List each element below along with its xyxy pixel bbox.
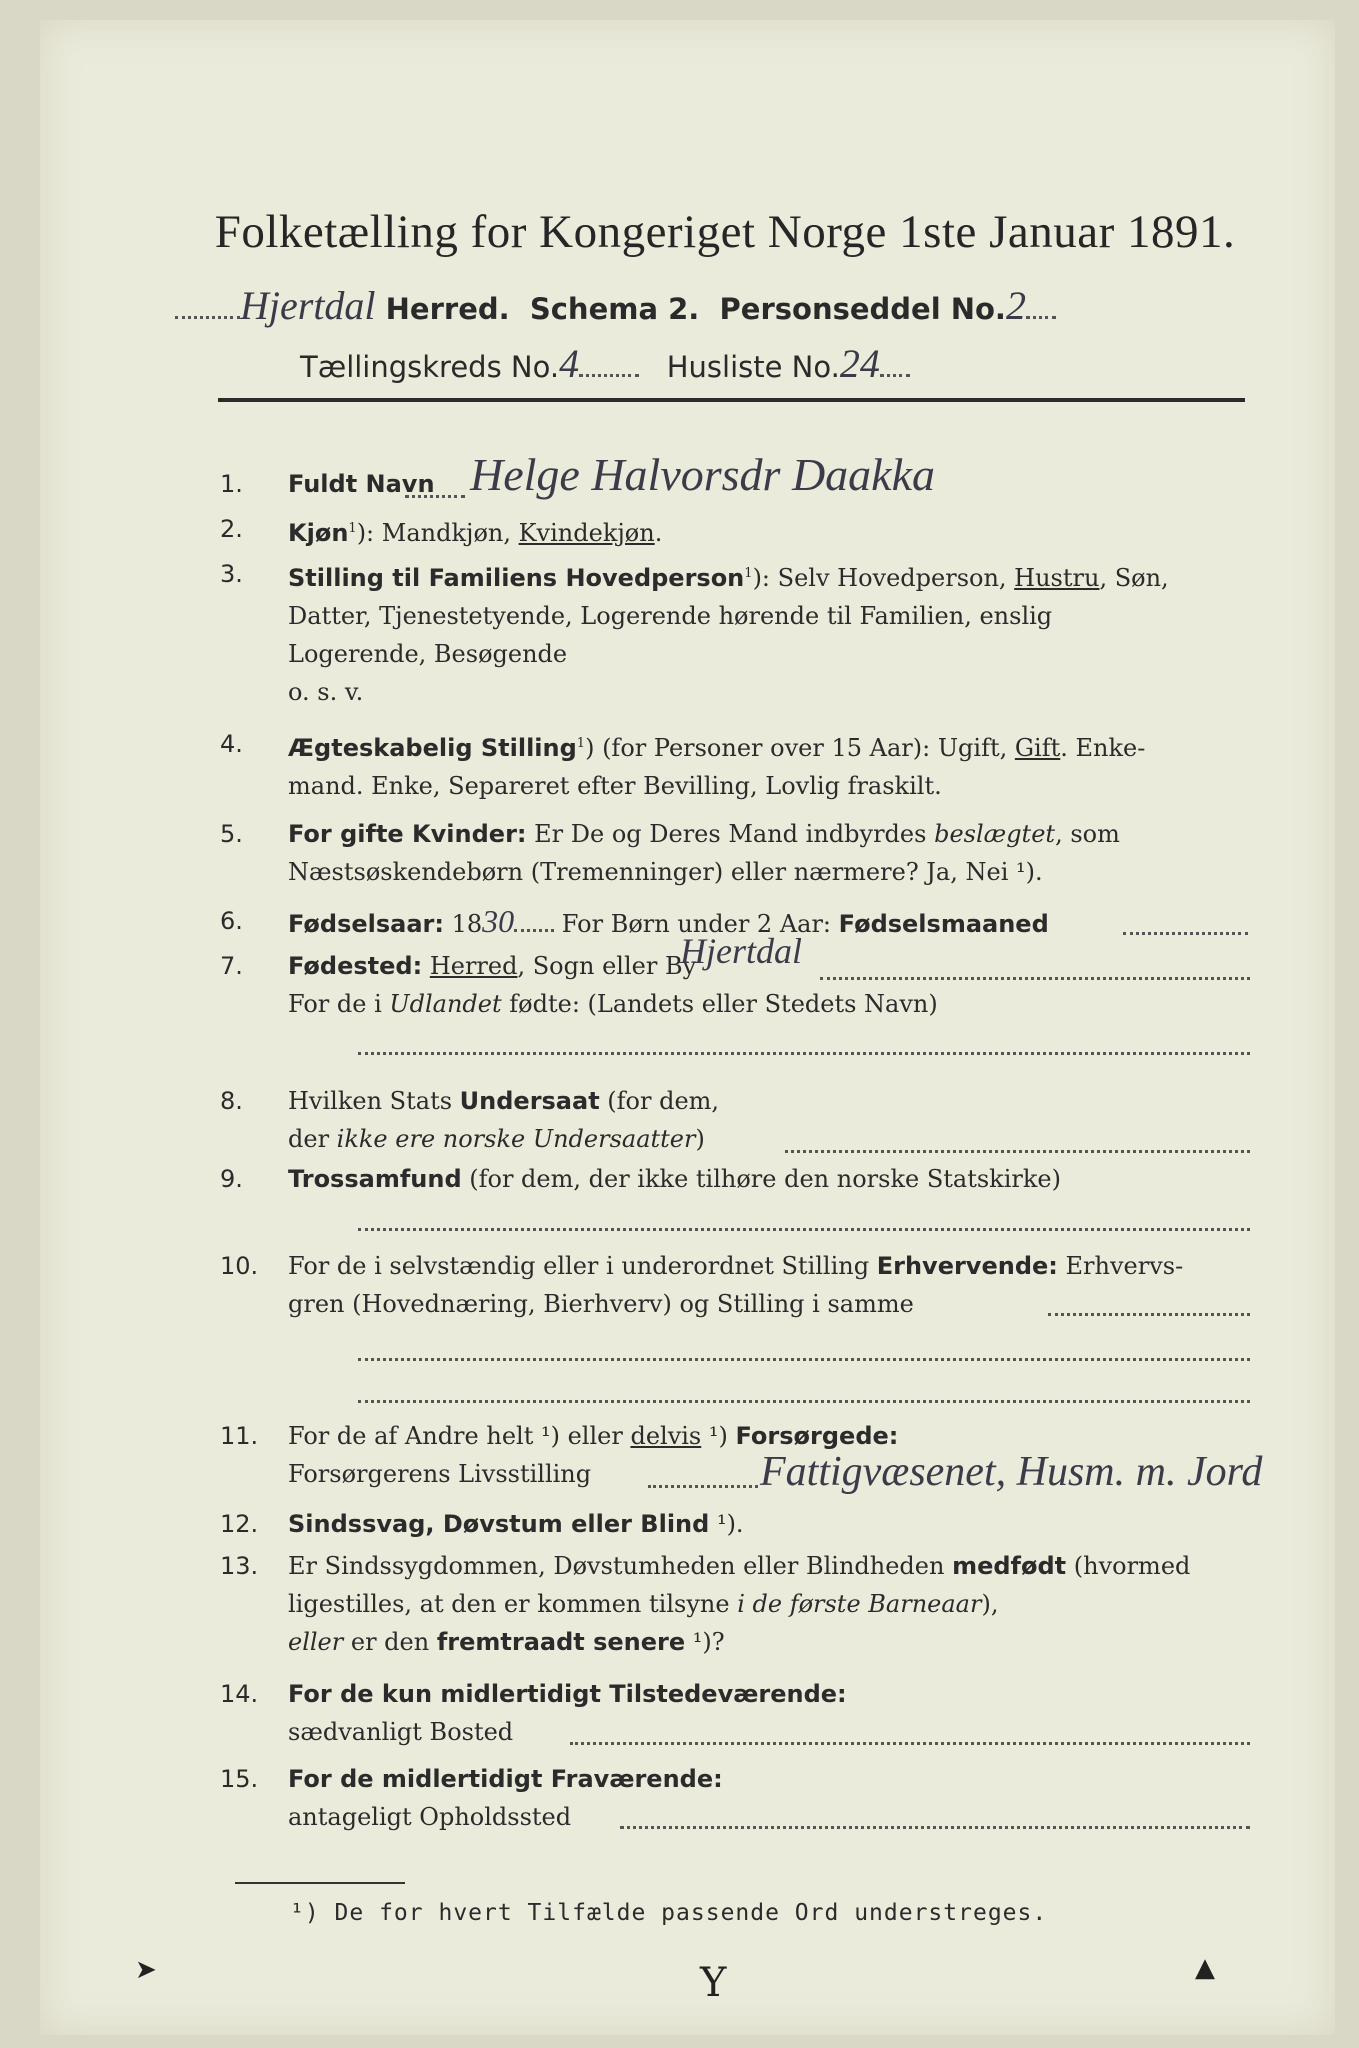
kreds-line [300,340,910,387]
married-women-label: For gifte Kvinder: [288,820,527,848]
abroad-text: For de i [288,990,390,1018]
position-line-2: Datter, Tjenestetyende, Logerende hørende til Familien, enslig [288,602,1053,630]
footnote-rule [235,1882,405,1884]
herred-label: Herred. [385,292,510,326]
occupation-label: Erhvervende: [876,1252,1058,1280]
dotted-line [358,1228,1250,1231]
dotted-line [405,495,465,498]
temp-absent-label: For de midlertidigt Fraværende: [288,1765,723,1793]
kreds-label: Tællingskreds No. [300,350,560,384]
support-selected: delvis [630,1422,702,1450]
full-name-value: Helge Halvorsdr Daakka [470,449,936,500]
sex-selected: Kvindekjøn [518,519,655,547]
sex-label: Kjøn [288,519,349,547]
item-number: 1. [220,470,243,498]
citizenship-text-end: (for dem, [599,1087,720,1115]
item-number: 10. [220,1252,259,1280]
dotted-line [1048,1313,1250,1316]
herred-value: Hjertdal [240,283,376,328]
dotted-line [620,1826,1250,1829]
herred-line [175,282,1056,329]
dotted-line [358,1052,1250,1055]
position-label: Stilling til Familiens Hovedperson [288,564,745,592]
occupation-line-2: gren (Hovednæring, Bierhverv) og Stilling i samme [288,1290,914,1318]
congenital-line-3-bold: fremtraadt senere [436,1628,686,1656]
item-number: 2. [220,515,243,543]
disability-text: ¹). [709,1510,744,1538]
citizenship-label: Undersaat [459,1087,600,1115]
item-number: 3. [220,560,243,588]
footnote: ¹) De for hvert Tilfælde passende Ord understreges. [290,1900,1048,1926]
item-number: 4. [220,730,243,758]
position-line-4: o. s. v. [288,678,364,706]
birthplace-selected: Herred [429,952,518,980]
married-women-line-2: Næstsøskendebørn (Tremenninger) eller nærmere? Ja, Nei ¹). [288,858,1043,886]
marital-options: ) (for Personer over 15 Aar): Ugift, [585,734,1015,762]
sex-options: ): Mandkjøn, [356,519,519,547]
position-options-end: , Søn, [1099,564,1169,592]
registration-mark-left: ➤ [135,1955,157,1985]
dotted-line [570,1742,1250,1745]
dotted-line [648,1485,758,1488]
abroad-text-end: fødte: (Landets eller Stedets Navn) [501,990,938,1018]
married-women-text: Er De og Deres Mand indbyrdes [526,820,935,848]
birth-month-label: Fødselsmaaned [838,910,1049,938]
congenital-line-3-italic: eller [288,1628,344,1656]
item-number: 9. [220,1165,243,1193]
support-label: Forsørgede: [735,1422,899,1450]
provider-value: Fattigvæsenet, Husm. m. Jord [760,1449,1263,1495]
item-number: 13. [220,1552,259,1580]
congenital-text: Er Sindssygdommen, Døvstumheden eller Blindheden [288,1552,953,1580]
footnote-mark: 1 [348,521,357,536]
dotted-line [785,1150,1250,1153]
personseddel-label: Personseddel No. [719,292,1006,326]
birthplace-options: , Sogn eller By [517,952,697,980]
marital-line-2: mand. Enke, Separeret efter Bevilling, Lovlig fraskilt. [288,772,942,800]
registration-mark-right: ▲ [1195,1953,1215,1983]
position-line-3: Logerende, Besøgende [288,640,568,668]
congenital-text-end: (hvormed [1066,1552,1191,1580]
item-number: 8. [220,1087,243,1115]
marital-options-end: . Enke- [1060,734,1146,762]
personseddel-value: 2 [1005,283,1026,328]
dotted-line [1123,932,1248,935]
schema-label: Schema 2. [529,292,700,326]
dotted-line [358,1400,1250,1403]
religion-text: (for dem, der ikke tilhøre den norske Statskirke) [461,1165,1061,1193]
header-rule [218,398,1245,402]
citizenship-italic: ikke ere norske Undersaatter [336,1125,696,1153]
item-number: 14. [220,1680,259,1708]
birthplace-label: Fødested: [288,952,423,980]
citizenship-text: Hvilken Stats [288,1087,460,1115]
item-number: 12. [220,1510,259,1538]
full-name-label: Fuldt Navn [288,470,435,498]
birth-year-label: Fødselsaar: [288,910,444,938]
dotted-line [358,1358,1250,1361]
temp-present-label: For de kun midlertidigt Tilstedeværende: [288,1680,847,1708]
provider-label: Forsørgerens Livsstilling [288,1460,592,1488]
support-text-mid: ¹) [701,1422,736,1450]
religion-label: Trossamfund [288,1165,462,1193]
birth-month-text: For Børn under 2 Aar: [554,910,839,938]
position-options: ): Selv Hovedperson, [752,564,1015,592]
abroad-italic: Udlandet [389,990,502,1018]
support-text: For de af Andre helt ¹) eller [288,1422,631,1450]
citizenship-line-2-end: ) [695,1125,705,1153]
citizenship-line-2: der [288,1125,337,1153]
item-number: 15. [220,1765,259,1793]
married-women-italic: beslægtet [934,820,1056,848]
registration-mark-center: Y [700,1960,727,2006]
item-number: 11. [220,1422,259,1450]
item-number: 7. [220,952,243,980]
marital-label: Ægteskabelig Stilling [288,734,577,762]
congenital-line-2: ligestilles, at den er kommen tilsyne [288,1590,738,1618]
occupation-text: For de i selvstændig eller i underordnet Stilling [288,1252,877,1280]
census-form: Folketælling for Kongeriget Norge 1ste Januar 1891. Hjertdal Herred. Schema 2. Personseddel No.2 Tællingskreds No.4 Husliste No.24 1. Fuldt Navn Helge Halvorsdr Daakka 2. Kjøn$^1$): Mandkjøn, Kvindekjøn. 3. Stilling til Familiens Hovedperson$^1$): Selv Hovedperson, Hustru, Søn, Datter, Tjenestetyende, Logerende hørende til Familien, enslig Logerende, Besøgende o. s. v. 4. Ægteskabelig Stilling$^1$) (for Personer over 15 Aar): Ugift, Gift. Enke- mand. Enke, Separeret efter Bevilling, Lovlig fraskilt. 5. For gifte Kvinder: Er De og Deres Mand indbyrdes beslægtet, som Næstsøskendebørn (Tremenninger) eller nærmere? Ja, Nei ¹). 6. Fødselsaar: 1830 For Børn under 2 Aar: Fødselsmaaned 7. Fødested: Herred, Sogn eller By For de i Udlandet fødte: (Landets eller Stedets Navn) Hjertdal 8. Hvilken Stats Undersaat (for dem, der ikke ere norske Undersaatter) 9. Trossamfund (for dem, der ikke tilhøre den norske Statskirke) 10. For de i selvstændig eller i underordnet Stilling Erhvervende: Erhvervs- gren (Hovednæring, Bierhverv) og Stilling i samme 11. For de af Andre helt ¹) eller delvis ¹) Forsørgede: Forsørgerens Livsstilling Fattigvæsenet, Husm. m. Jord 12. Sindssvag, Døvstum eller Blind ¹). 13. Er Sindssygdommen, Døvstumheden eller Blindheden medfødt (hvormed ligestilles, at den er kommen tilsyne i de første Barneaar), eller er den fremtraadt senere ¹)? 14. For de kun midlertidigt Tilstedeværende: sædvanligt Bosted 15. For de midlertidigt Fraværende: antageligt Opholdssted ¹) De for hvert Tilfælde passende Ord understreges. ➤ Y ▲ [40,20,1335,2035]
position-selected: Hustru [1014,564,1100,592]
dotted-line [820,977,1250,980]
kreds-value: 4 [559,341,580,386]
congenital-line-3: er den [343,1628,437,1656]
birth-year-value: 30 [482,903,515,939]
husliste-value: 24 [839,341,880,386]
husliste-label: Husliste No. [666,350,840,384]
disability-label: Sindssvag, Døvstum eller Blind [288,1510,710,1538]
congenital-label: medfødt [952,1552,1067,1580]
occupation-text-end: Erhvervs- [1057,1252,1184,1280]
marital-selected: Gift [1014,734,1061,762]
congenital-italic: i de første Barneaar [737,1590,982,1618]
married-women-text-end: , som [1055,820,1120,848]
punct: . [654,519,663,547]
usual-residence-label: sædvanligt Bosted [288,1718,514,1746]
birth-year-prefix: 18 [444,910,483,938]
probable-residence-label: antageligt Opholdssted [288,1803,572,1831]
form-title: Folketælling for Kongeriget Norge 1ste Januar 1891. [214,206,1236,258]
item-number: 5. [220,820,243,848]
item-number: 6. [220,907,243,935]
birthplace-value: Hjertdal [680,931,802,971]
congenital-line-3-end: ¹)? [685,1628,725,1656]
congenital-line-2-end: ), [981,1590,999,1618]
